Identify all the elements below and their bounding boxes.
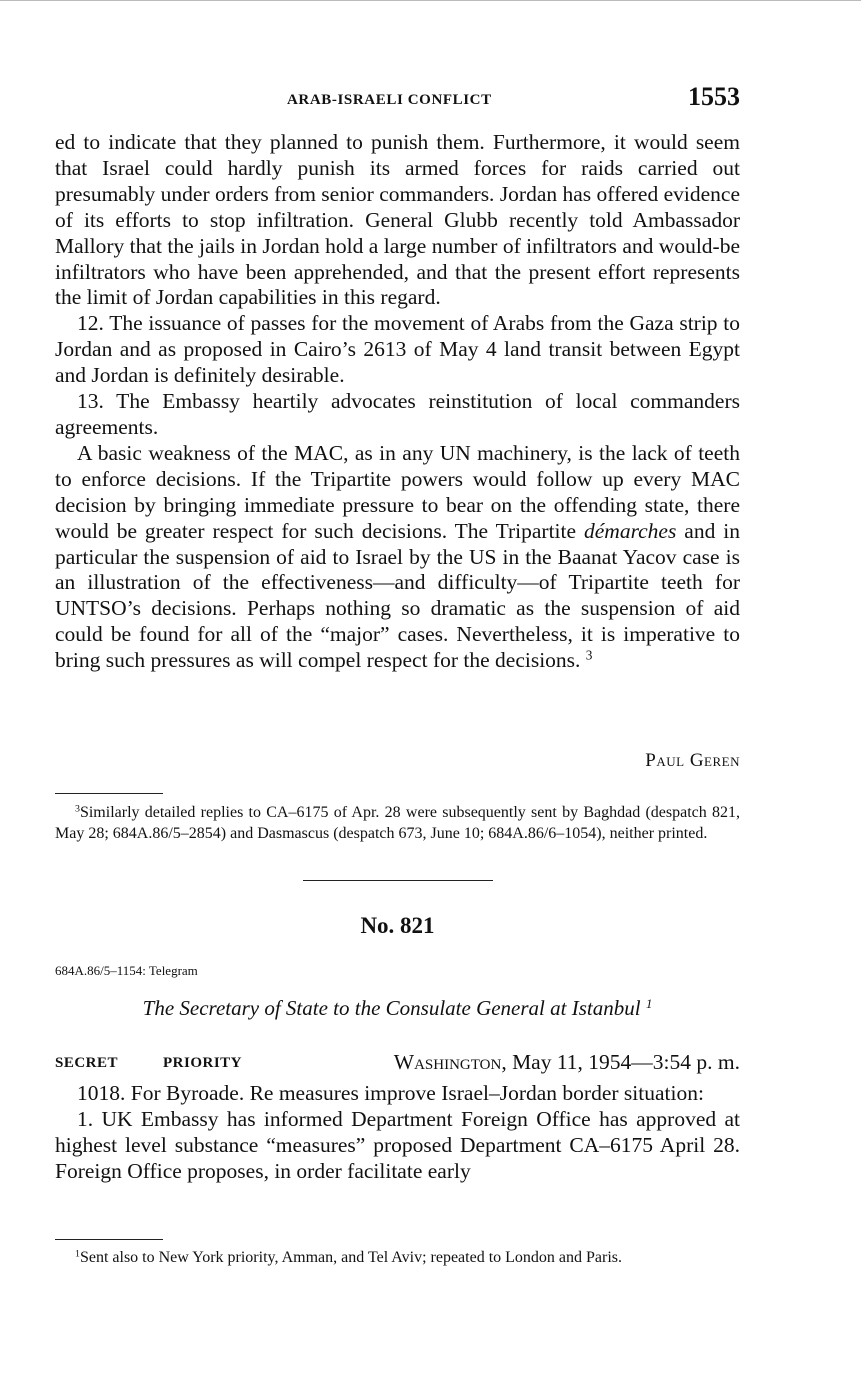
section-divider: [303, 880, 493, 881]
footnote-rule: [55, 1239, 163, 1240]
place-date: [394, 1050, 740, 1075]
text-segment: A basic weakness of the MAC, as in any UN machinery, is the lack of teeth to enforce decisions. If the Tripartite powers would follow up every MAC decision by bringing immediate pressure to bear on the offending state, there would be greater respect for such decisions. The Tripartite: [55, 440, 740, 543]
page-header: [55, 82, 740, 118]
signature: Paul Geren: [645, 750, 740, 771]
file-reference: 684A.86/5–1154: Telegram: [55, 963, 198, 978]
telegram-paragraph: 1. UK Embassy has informed Department Foreign Office has approved at highest level substance “measures” proposed Department CA–6175 April 28. Foreign Office proposes, in order facilitate early: [55, 1106, 740, 1183]
place: Washington: [393, 1050, 502, 1074]
document-title-text: The Secretary of State to the Consulate General at Istanbul: [142, 996, 641, 1020]
footnote-rule: [55, 793, 163, 794]
italic-term: démarches: [584, 518, 677, 543]
footnote-3: [55, 803, 740, 844]
page-top-edge: [0, 0, 861, 1]
date: , May 11, 1954—3:54 p. m.: [501, 1050, 740, 1074]
document-number: No. 821: [360, 913, 435, 938]
footnote-text: Similarly detailed replies to CA–6175 of Apr. 28 were subsequently sent by Baghdad (despatch 821, May 28; 684A.86/5–2854) and Dasmascus (despatch 673, June 10; 684A.86/6–1054), neither printed.: [55, 804, 740, 842]
priority-label: PRIORITY: [163, 1055, 243, 1071]
footnote-marker: 3: [75, 803, 80, 815]
footnote-text: Sent also to New York priority, Amman, and Tel Aviv; repeated to London and Paris.: [79, 1249, 623, 1266]
telegram-paragraph: 1018. For Byroade. Re measures improve Israel–Jordan border situation:: [77, 1081, 704, 1105]
footnote-ref-3[interactable]: 3: [585, 647, 593, 663]
document-title: [55, 996, 740, 1021]
paragraph-mac-weakness: [55, 441, 740, 674]
body-text: [55, 130, 740, 674]
paragraph-13: 13. The Embassy heartily advocates reinstitution of local commanders agreements.: [55, 389, 740, 439]
classification: SECRET: [55, 1055, 119, 1071]
footnote-1: [55, 1248, 740, 1269]
text-segment: and in particular the suspension of aid to Israel by the US in the Baanat Yacov case is an illustration of the effectiveness—and difficulty—of Tripartite teeth for UNTSO’s decisions. Perhaps nothing so dramatic as the suspension of aid could be found for all of the “major” cases. Nevertheless, it is imperative to bring such pressures as will compel respect for the decisions.: [55, 518, 740, 673]
page-number: 1553: [688, 82, 740, 111]
footnote-marker: 1: [75, 1248, 80, 1260]
footnote-ref-1[interactable]: 1: [645, 995, 653, 1011]
paragraph-12: 12. The issuance of passes for the movement of Arabs from the Gaza strip to Jordan and as proposed in Cairo’s 2613 of May 4 land transit between Egypt and Jordan is definitely desirable.: [55, 311, 740, 388]
telegram-text: [55, 1081, 740, 1185]
running-head: ARAB-ISRAELI CONFLICT: [287, 92, 492, 108]
dateline: [55, 1050, 740, 1078]
paragraph-continuation: ed to indicate that they planned to punish them. Furthermore, it would seem that Israel could hardly punish its armed forces for raids carried out presumably under orders from senior commanders. Jordan has offered evidence of its efforts to stop infiltration. General Glubb recently told Ambassador Mallory that the jails in Jordan hold a large number of infiltrators and would-be infiltrators who have been apprehended, and that the present effort represents the limit of Jordan capabilities in this regard.: [55, 130, 740, 310]
